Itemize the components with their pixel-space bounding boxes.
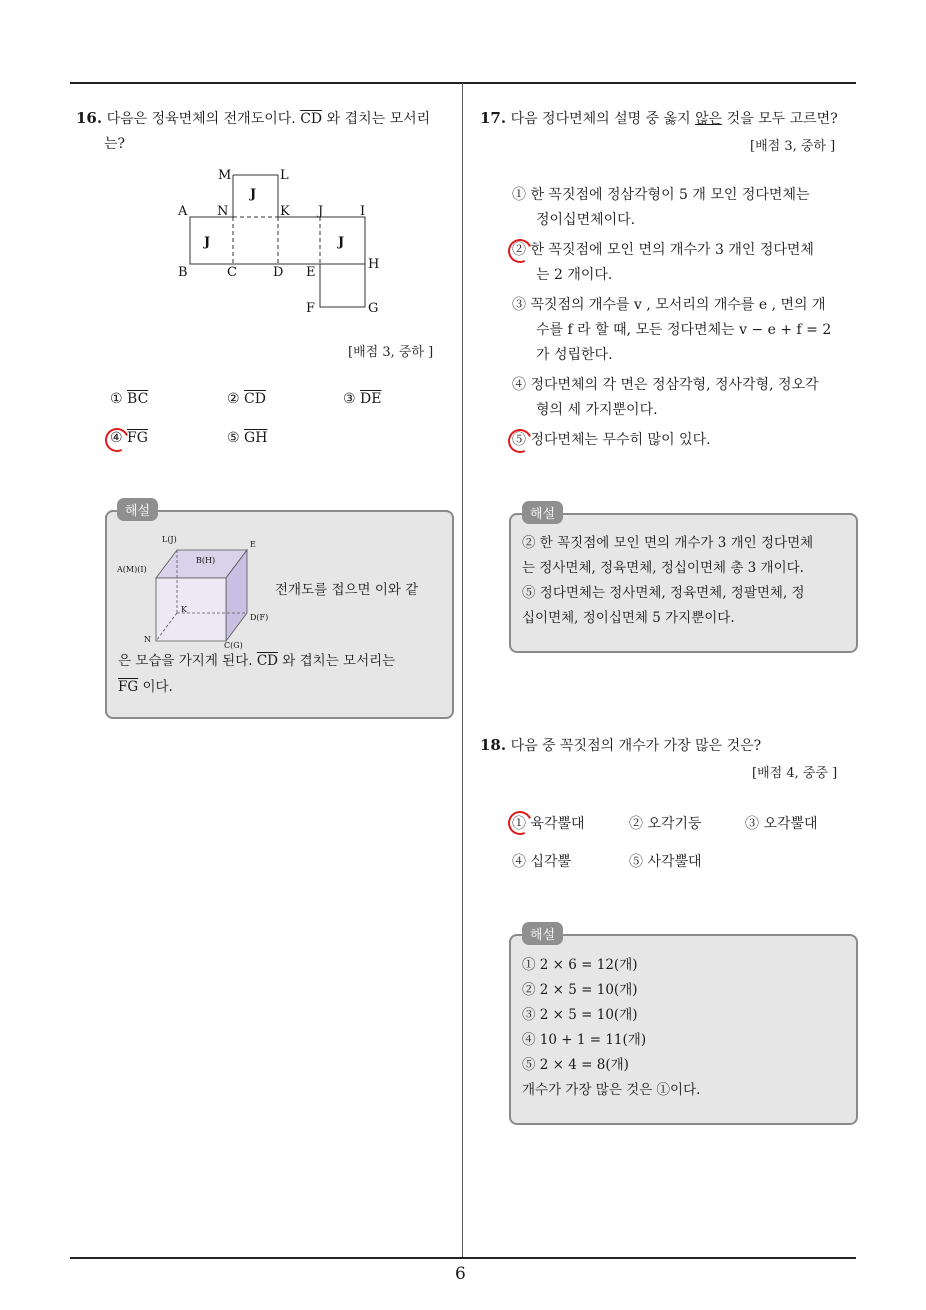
option-number: ① [512,816,526,832]
net-label-G: G [368,301,379,316]
option-number: ① [110,391,123,407]
q17-option-4[interactable] [512,373,852,423]
segment-label: $\overline{CD}$ [300,111,323,127]
option-number: ① [512,187,526,203]
option-text: 가 성립한다. [536,347,613,363]
option-text: 꼭짓점의 개수를 v , 모서리의 개수를 e , 면의 개 [530,297,826,313]
option-text: 는 2 개이다. [536,267,613,283]
question-17 [480,106,838,132]
folded-cube-diagram [114,530,274,655]
option-number: ③ [745,816,759,832]
option-number: ⑤ [227,430,240,446]
option-number: ② [512,242,526,258]
q17-option-3[interactable] [512,293,857,368]
q18-option-2[interactable] [629,813,702,833]
option-text: 정이십면체이다. [536,212,636,228]
cube-label: C(G) [224,641,243,650]
option-label: 십각뿔 [530,854,572,870]
q18-option-4[interactable] [512,851,571,871]
text: 와 겹치는 모서리는 [277,653,396,669]
explanation-line: ⑤ 2 × 4 = 8(개) [522,1057,629,1073]
q18-option-5[interactable] [629,851,702,871]
cube-label: D(F) [250,613,269,622]
cube-label: K [181,605,187,614]
q16-option-1[interactable] [110,391,148,407]
cube-label: L(J) [162,535,177,544]
question-16 [76,106,456,157]
option-text: 한 꼭짓점에 정삼각형이 5 개 모인 정다면체는 [530,187,810,203]
q17-option-1[interactable] [512,183,852,233]
option-text: 형의 세 가지뿐이다. [536,402,658,418]
question-text: 다음은 정육면체의 전개도이다. [106,111,301,127]
face-label: J [338,235,345,250]
bottom-rule [70,1257,856,1259]
option-label: 육각뿔대 [530,816,585,832]
q17-option-5[interactable] [512,428,852,453]
net-label-C: C [227,265,237,280]
explanation-line: ③ 2 × 5 = 10(개) [522,1007,638,1023]
q16-explanation-line2 [118,649,395,674]
cube-label: N [144,635,151,644]
option-number: ② [629,816,643,832]
net-label-E: E [306,265,316,280]
question-text: 다음 중 꼭짓점의 개수가 가장 많은 것은? [510,738,762,754]
option-label: 오각기둥 [647,816,702,832]
underlined-word: 않은 [695,111,723,127]
cube-label: A(M)(I) [117,565,147,574]
text: 이다. [138,679,173,695]
option-label: $\overline{FG}$ [127,430,148,446]
q16-option-5[interactable] [227,430,267,446]
net-label-D: D [273,265,284,280]
net-label-J: J [318,204,324,219]
explanation-line: 개수가 가장 많은 것은 ①이다. [522,1082,701,1098]
explanation-tag: 해설 [522,922,563,945]
net-label-M: M [218,168,232,183]
option-number: ④ [110,430,123,446]
option-number: ③ [512,297,526,313]
question-number: 18. [480,736,507,754]
option-number: ④ [512,854,526,870]
option-label: $\overline{DE}$ [360,391,382,407]
q18-explanation-text [522,953,852,1103]
net-label-F: F [306,301,316,316]
face-label: J [250,187,257,202]
cube-label: B(H) [196,556,216,565]
q18-score: [배점 4, 중중 ] [752,766,838,781]
option-text: 한 꼭짓점에 모인 면의 개수가 3 개인 정다면체 [530,242,814,258]
top-rule [70,82,856,84]
net-label-K: K [280,204,290,219]
option-label: 오각뿔대 [763,816,818,832]
explanation-line: ② 2 × 5 = 10(개) [522,982,638,998]
cube-net-diagram [170,160,390,325]
option-text: 정다면체는 무수히 많이 있다. [530,432,711,448]
net-label-H: H [368,257,380,272]
q16-explanation-line1: 전개도를 접으면 이와 같 [275,582,419,598]
option-number: ⑤ [629,854,643,870]
segment-label: $\overline{FG}$ [118,679,139,695]
question-18 [480,733,761,759]
net-label-N: N [217,204,229,219]
text: 은 모습을 가지게 된다. [118,653,257,669]
q16-explanation-line3 [118,675,173,700]
q17-explanation-text [522,531,852,631]
q16-option-2[interactable] [227,391,266,407]
explanation-line: ④ 10 + 1 = 11(개) [522,1032,647,1048]
question-text: 다음 정다면체의 설명 중 옳지 [510,111,696,127]
q16-score: [배점 3, 중하 ] [348,345,434,360]
option-label: $\overline{CD}$ [244,391,266,407]
explanation-line: 십이면체, 정이십면체 5 가지뿐이다. [522,610,735,626]
q16-option-3[interactable] [343,391,381,407]
question-text-cont: 것을 모두 고르면? [722,111,838,127]
q18-option-3[interactable] [745,813,818,833]
page-number: 6 [455,1264,466,1284]
q17-option-2[interactable] [512,238,852,288]
net-label-I: I [360,204,366,219]
option-label: $\overline{GH}$ [244,430,268,446]
segment-label: $\overline{CD}$ [256,653,278,669]
net-label-B: B [178,265,188,280]
question-text-line2: 는? [104,136,126,152]
explanation-line: ① 2 × 6 = 12(개) [522,957,638,973]
question-text-cont: 와 겹치는 모서리 [322,111,431,127]
option-number: ⑤ [512,432,526,448]
column-divider [462,83,463,1258]
explanation-line: ② 한 꼭짓점에 모인 면의 개수가 3 개인 정다면체 [522,535,814,551]
option-text: 수를 f 라 할 때, 모든 정다면체는 v − e + f = 2 [536,322,832,338]
net-label-L: L [280,168,289,183]
face-label: J [204,235,211,250]
explanation-tag: 해설 [522,501,563,524]
net-label-A: A [178,204,188,219]
explanation-line: 는 정사면체, 정육면체, 정십이면체 총 3 개이다. [522,560,804,576]
cube-label: E [250,540,256,549]
option-number: ④ [512,377,526,393]
q17-score: [배점 3, 중하 ] [750,139,836,154]
explanation-tag: 해설 [117,498,158,521]
option-number: ② [227,391,240,407]
question-number: 16. [76,109,103,127]
option-number: ③ [343,391,356,407]
explanation-line: ⑤ 정다면체는 정사면체, 정육면체, 정팔면체, 정 [522,585,805,601]
option-text: 정다면체의 각 면은 정삼각형, 정사각형, 정오각 [530,377,819,393]
option-label: $\overline{BC}$ [127,391,149,407]
question-number: 17. [480,109,507,127]
option-label: 사각뿔대 [647,854,702,870]
